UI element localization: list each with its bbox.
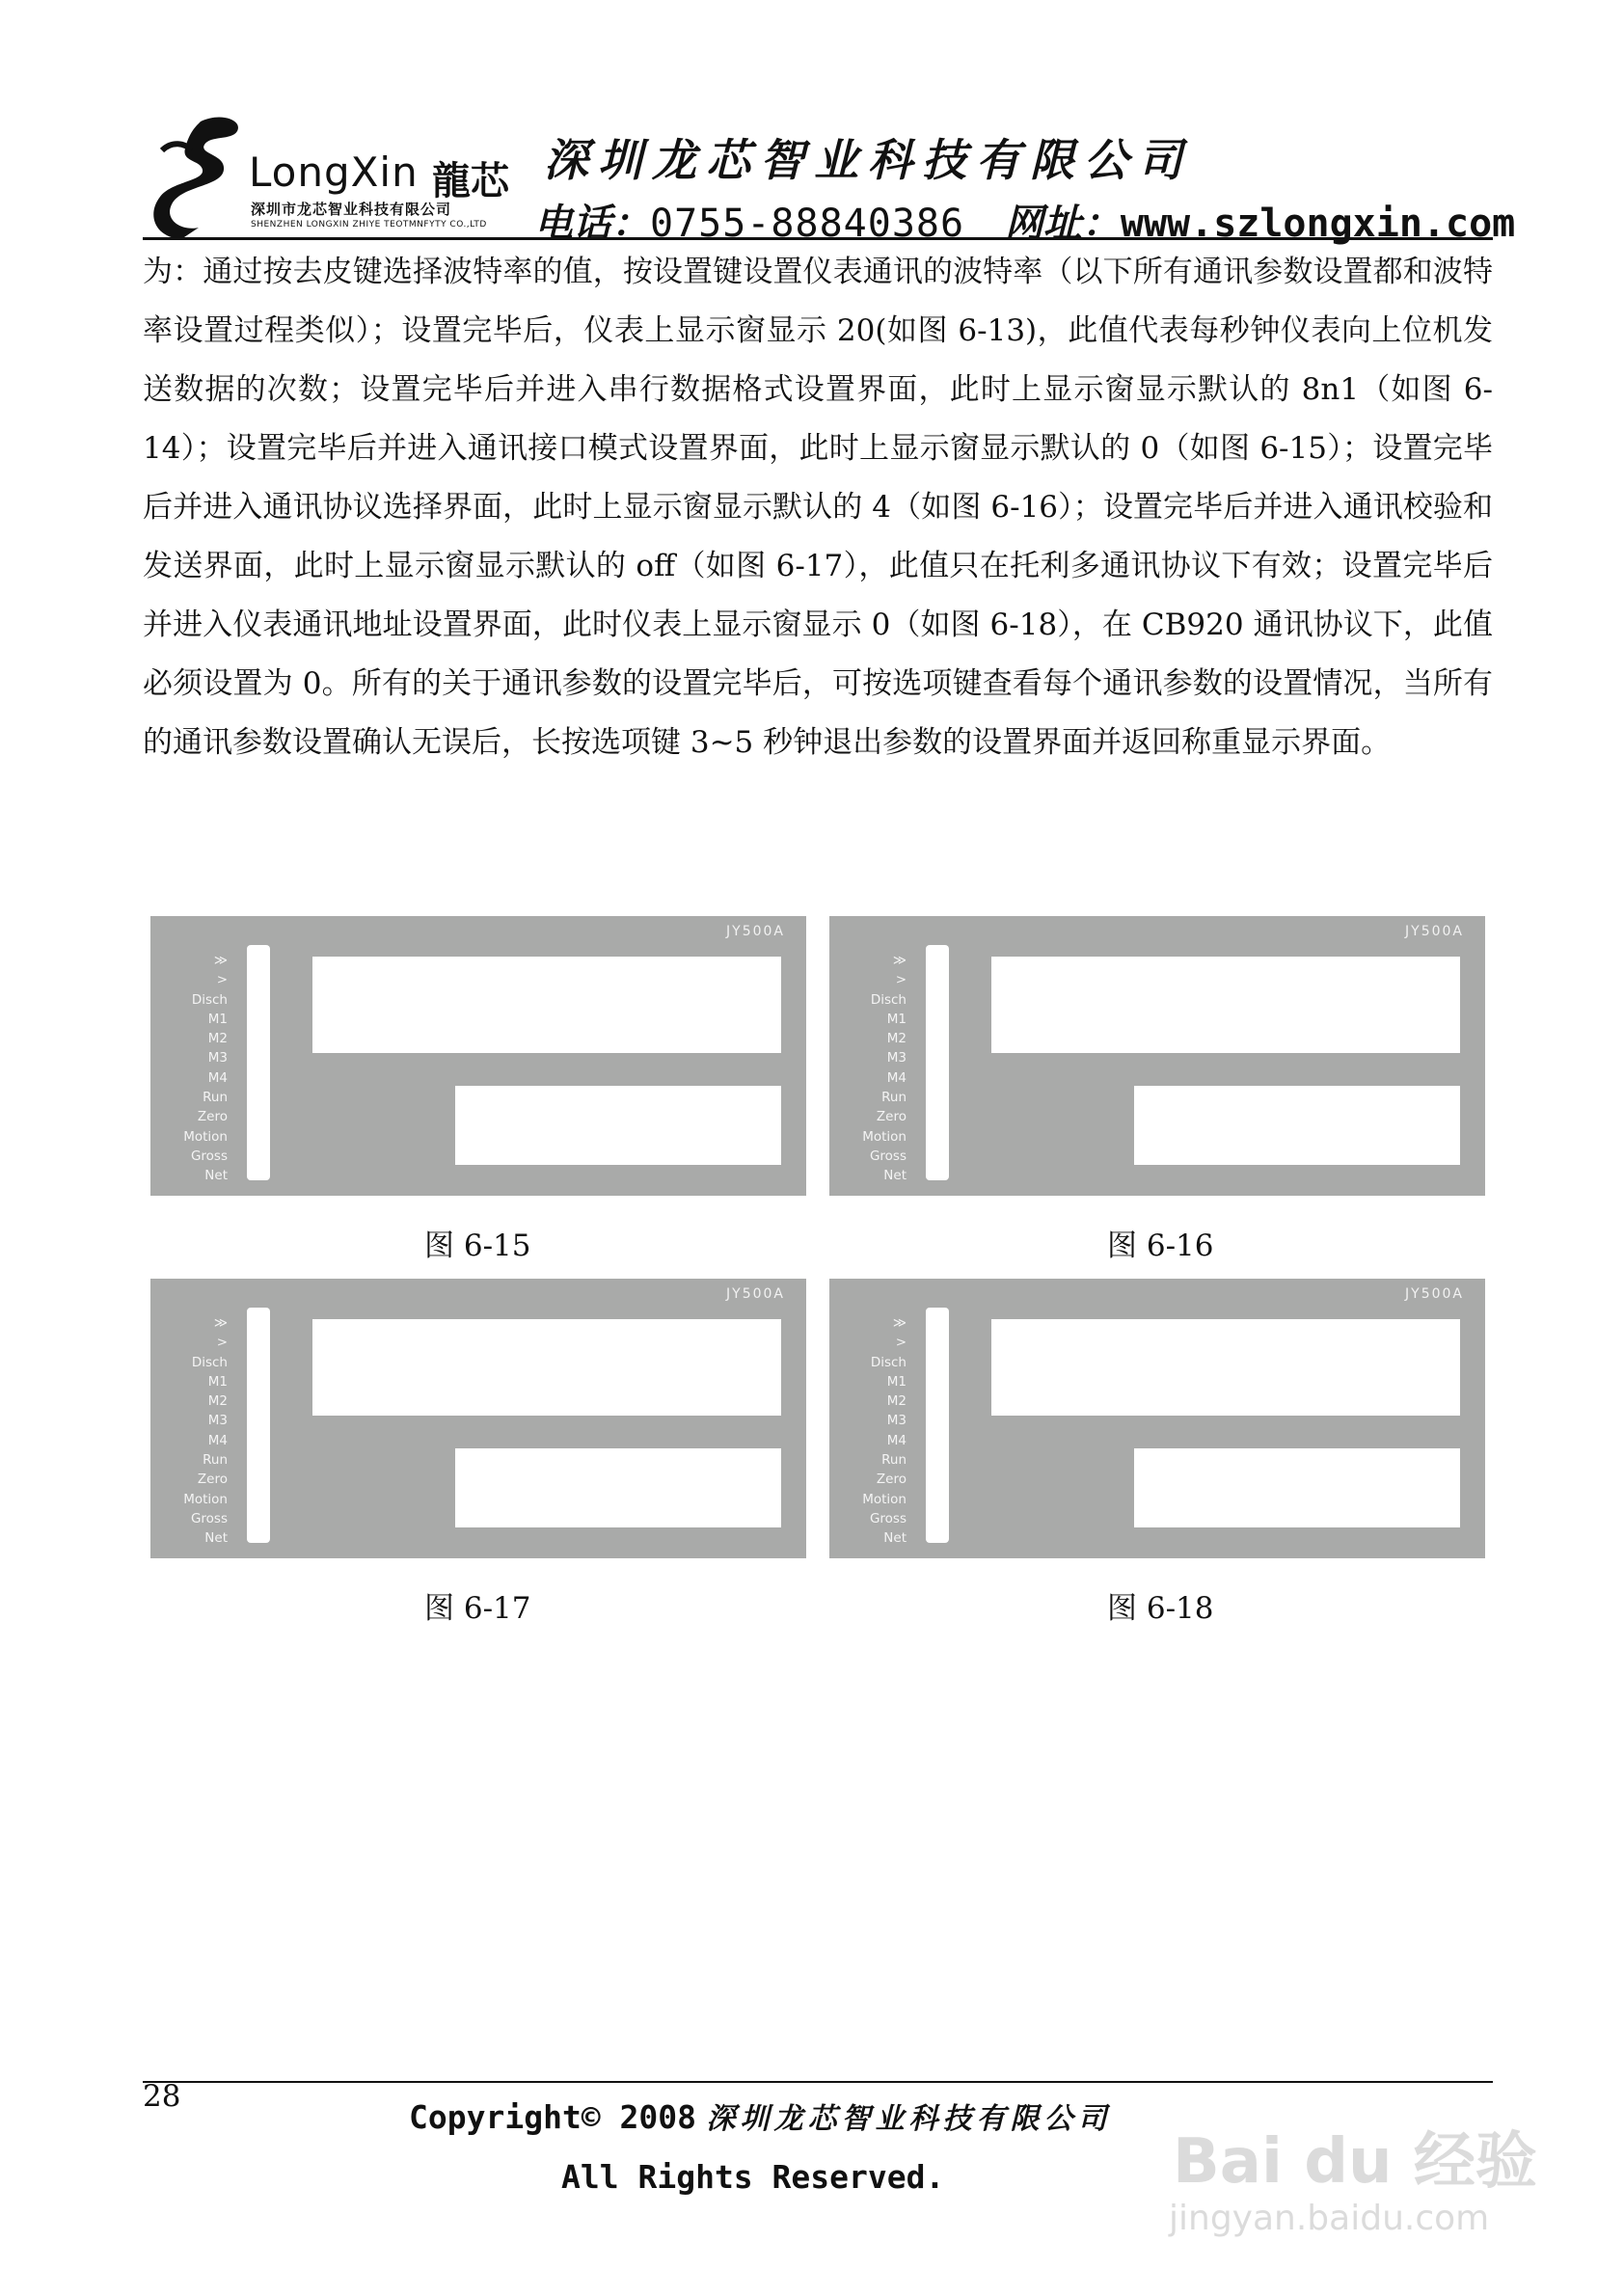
indicator-label: Net: [204, 1530, 228, 1547]
indicator-label: >: [216, 972, 228, 988]
indicator-label: >: [216, 1335, 228, 1351]
company-name-en: SHENZHEN LONGXIN ZHIYE TEOTMNFYTY CO.,LTD: [251, 220, 487, 230]
indicator-label: Net: [204, 1168, 228, 1184]
phone-label: 电话：: [534, 201, 650, 246]
indicator-label: M4: [886, 1432, 907, 1448]
indicator-label: M4: [886, 1069, 907, 1086]
indicator-label: ≫: [892, 953, 907, 968]
model-label: JY500A: [1405, 924, 1464, 939]
model-label: JY500A: [726, 1286, 785, 1302]
display-panel-figure-6-18: [829, 1279, 1485, 1558]
figure-caption: 图 6-18: [1107, 1591, 1214, 1626]
indicator-label: Run: [203, 1452, 228, 1469]
indicator-label: M1: [207, 1373, 228, 1390]
indicator-label: Gross: [190, 1148, 228, 1164]
indicator-label: Motion: [183, 1128, 228, 1145]
indicator-label: Gross: [190, 1510, 228, 1526]
indicator-label: Gross: [869, 1510, 907, 1526]
indicator-label: M1: [886, 1011, 907, 1027]
company-name-cn-small: 深圳市龙芯智业科技有限公司: [251, 201, 452, 218]
indicator-label: Run: [881, 1090, 907, 1106]
header-rule: [143, 237, 1493, 240]
indicator-label: Gross: [869, 1148, 907, 1164]
indicator-label: M1: [207, 1011, 228, 1027]
indicator-label: Zero: [197, 1472, 228, 1488]
dragon-logo-icon: [143, 112, 249, 241]
indicator-label: M2: [886, 1031, 907, 1047]
indicator-label: Motion: [183, 1491, 228, 1507]
indicator-label: Zero: [197, 1109, 228, 1125]
copyright-line: [409, 2094, 1112, 2137]
indicator-label: Zero: [876, 1472, 907, 1488]
indicator-label: Run: [203, 1090, 228, 1106]
seven-segment-digits: [150, 1279, 806, 1558]
indicator-label: Net: [883, 1168, 907, 1184]
display-panel-figure-6-17: [150, 1279, 806, 1558]
figure-caption: 图 6-16: [1107, 1229, 1214, 1263]
indicator-label: M3: [207, 1413, 228, 1429]
indicator-label: M4: [207, 1432, 228, 1448]
indicator-label: M3: [886, 1050, 907, 1067]
seven-segment-digits: [150, 916, 806, 1196]
indicator-label: M2: [886, 1393, 907, 1410]
company-logo: [143, 106, 519, 241]
seven-segment-digits: [829, 1279, 1485, 1558]
indicator-label: ≫: [213, 1315, 228, 1331]
website-label: 网址：: [1004, 201, 1121, 246]
indicator-label: ≫: [213, 953, 228, 968]
page-number: 28: [143, 2079, 181, 2114]
indicator-label: Disch: [870, 1354, 907, 1370]
watermark-url: jingyan.baidu.com: [1169, 2199, 1490, 2238]
indicator-label: Net: [883, 1530, 907, 1547]
indicator-label: Motion: [862, 1128, 907, 1145]
figure-caption: 图 6-15: [424, 1229, 531, 1263]
company-title: 深圳龙芯智业科技有限公司: [544, 134, 1192, 186]
indicator-label: Disch: [191, 1354, 228, 1370]
website-url[interactable]: www.szlongxin.com: [1120, 202, 1516, 246]
indicator-label: M3: [207, 1050, 228, 1067]
indicator-label: M2: [207, 1393, 228, 1410]
indicator-label: Zero: [876, 1109, 907, 1125]
display-panel-figure-6-15: [150, 916, 806, 1196]
rights-reserved: All Rights Reserved.: [561, 2158, 945, 2196]
model-label: JY500A: [726, 924, 785, 939]
figure-caption: 图 6-17: [424, 1591, 531, 1626]
indicator-label: M1: [886, 1373, 907, 1390]
brand-name-cn: 龍芯: [432, 159, 509, 203]
indicator-label: M4: [207, 1069, 228, 1086]
indicator-label: Disch: [191, 991, 228, 1008]
display-panel-figure-6-16: [829, 916, 1485, 1196]
indicator-label: >: [895, 1335, 907, 1351]
indicator-label: ≫: [892, 1315, 907, 1331]
phone-number: 0755-88840386: [650, 202, 965, 246]
watermark-logo-text: Bai du 经验: [1173, 2126, 1537, 2198]
model-label: JY500A: [1405, 1286, 1464, 1302]
copyright-company: 深圳龙芯智业科技有限公司: [706, 2102, 1112, 2136]
page-header: [143, 106, 1516, 246]
brand-name: LongXin: [249, 149, 419, 196]
seven-segment-digits: [829, 916, 1485, 1196]
body-paragraph: 为：通过按去皮键选择波特率的值，按设置键设置仪表通讯的波特率（以下所有通讯参数设置都和波特率设置过程类似）；设置完毕后，仪表上显示窗显示 20(如图 6-13)，此值代表每秒钟仪表向上位机发送数据的次数；设置完毕后并进入串行数据格式设置界面，此时上显示窗显示默认的 8n1（如图 6-14）；设置完毕后并进入通讯接口模式设置界面，此时上显示窗显示默认的 0（如图 6-15）；设置完毕后并进入通讯协议选择界面，此时上显示窗显示默认的 4（如图 6-16）；设置完毕后并进入通讯校验和发送界面，此时上显示窗显示默认的 off（如图 6-17），此值只在托利多通讯协议下有效；设置完毕后并进入仪表通讯地址设置界面，此时仪表上显示窗显示 0（如图 6-18），在 CB920 通讯协议下，此值必须设置为 0。所有的关于通讯参数的设置完毕后，可按选项键查看每个通讯参数的设置情况，当所有的通讯参数设置确认无误后，长按选项键 3~5 秒钟退出参数的设置界面并返回称重显示界面。: [143, 255, 1493, 760]
indicator-label: >: [895, 972, 907, 988]
indicator-label: Motion: [862, 1491, 907, 1507]
indicator-label: M3: [886, 1413, 907, 1429]
baidu-watermark: [1134, 2073, 1539, 2266]
indicator-label: Disch: [870, 991, 907, 1008]
indicator-label: Run: [881, 1452, 907, 1469]
indicator-label: M2: [207, 1031, 228, 1047]
copyright-prefix: Copyright© 2008: [409, 2098, 697, 2136]
